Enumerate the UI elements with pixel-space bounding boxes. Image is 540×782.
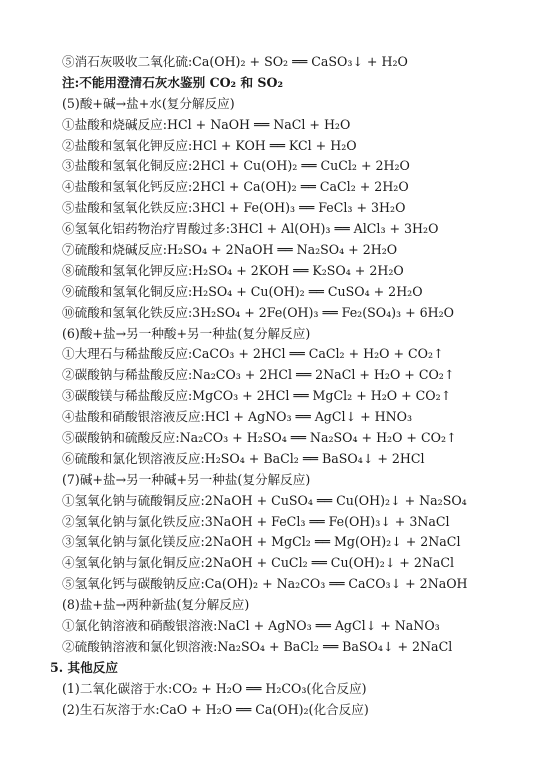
equation-line: ③盐酸和氢氧化铜反应:2HCl + Cu(OH)₂ ══ CuCl₂ + 2H₂O [62,158,410,174]
equation-line: ②碳酸钠与稀盐酸反应:Na₂CO₃ + 2HCl ══ 2NaCl + H₂O + CO₂↑ [62,367,455,383]
equation-line: ①氯化钠溶液和硝酸银溶液:NaCl + AgNO₃ ══ AgCl↓ + NaNO₃ [62,618,440,634]
section-heading: 5. 其他反应 [50,659,118,675]
equation-line: ⑨硫酸和氢氧化铜反应:H₂SO₄ + Cu(OH)₂ ══ CuSO₄ + 2H₂O [62,283,423,299]
equation-line: ⑩硫酸和氢氧化铁反应:3H₂SO₄ + 2Fe(OH)₃ ══ Fe₂(SO₄)₃ + 6H₂O [62,304,455,320]
equation-line: ⑥氢氧化铝药物治疗胃酸过多:3HCl + Al(OH)₃ ══ AlCl₃ + 3H₂O [62,221,439,237]
equation-line: ①盐酸和烧碱反应:HCl + NaOH ══ NaCl + H₂O [62,116,351,132]
equation-line: ④盐酸和氢氧化钙反应:2HCl + Ca(OH)₂ ══ CaCl₂ + 2H₂O [62,179,409,195]
subsection-heading: (7)碱+盐→另一种碱+另一种盐(复分解反应) [62,471,311,487]
subsection-heading: (1)二氧化碳溶于水:CO₂ + H₂O ══ H₂CO₃(化合反应) [62,680,367,696]
equation-line: ③碳酸镁与稀盐酸反应:MgCO₃ + 2HCl ══ MgCl₂ + H₂O + CO₂↑ [62,388,452,404]
equation-line: ⑦硫酸和烧碱反应:H₂SO₄ + 2NaOH ══ Na₂SO₄ + 2H₂O [62,242,398,258]
reaction-list [0,52,540,721]
equation-line: ⑤氢氧化钙与碳酸钠反应:Ca(OH)₂ + Na₂CO₃ ══ CaCO₃↓ + 2NaOH [62,576,468,592]
equation-line: ②盐酸和氢氧化钾反应:HCl + KOH ══ KCl + H₂O [62,137,357,153]
equation-line: ①大理石与稀盐酸反应:CaCO₃ + 2HCl ══ CaCl₂ + H₂O + CO₂↑ [62,346,444,362]
subsection-heading: (5)酸+碱→盐+水(复分解反应) [62,95,235,111]
equation-line: ②硫酸钠溶液和氯化钡溶液:Na₂SO₄ + BaCl₂ ══ BaSO₄↓ + 2NaCl [62,638,453,654]
equation-line: ⑧硫酸和氢氧化钾反应:H₂SO₄ + 2KOH ══ K₂SO₄ + 2H₂O [62,262,404,278]
subsection-heading: (6)酸+盐→另一种酸+另一种盐(复分解反应) [62,325,311,341]
equation-line: ②氢氧化钠与氯化铁反应:3NaOH + FeCl₃ ══ Fe(OH)₃↓ + 3NaCl [62,513,450,529]
equation-line: ⑥硫酸和氯化钡溶液反应:H₂SO₄ + BaCl₂ ══ BaSO₄↓ + 2HCl [62,450,425,466]
equation-line: ④氢氧化钠与氯化铜反应:2NaOH + CuCl₂ ══ Cu(OH)₂↓ + 2NaCl [62,555,455,571]
equation-line: ⑤消石灰吸收二氧化硫:Ca(OH)₂ + SO₂ ══ CaSO₃↓ + H₂O [62,54,408,69]
equation-line: ⑤碳酸钠和硫酸反应:Na₂CO₃ + H₂SO₄ ══ Na₂SO₄ + H₂O + CO₂↑ [62,430,457,446]
equation-line: ③氢氧化钠与氯化镁反应:2NaOH + MgCl₂ ══ Mg(OH)₂↓ + 2NaCl [62,534,461,550]
equation-line: ⑤盐酸和氢氧化铁反应:3HCl + Fe(OH)₃ ══ FeCl₃ + 3H₂O [62,200,406,216]
subsection-heading: (8)盐+盐→两种新盐(复分解反应) [62,597,250,613]
equation-line: ④盐酸和硝酸银溶液反应:HCl + AgNO₃ ══ AgCl↓ + HNO₃ [62,409,413,425]
subsection-heading: (2)生石灰溶于水:CaO + H₂O ══ Ca(OH)₂(化合反应) [62,701,369,717]
note-line: 注:不能用澄清石灰水鉴别 CO₂ 和 SO₂ [62,74,284,90]
equation-line: ①氢氧化钠与硫酸铜反应:2NaOH + CuSO₄ ══ Cu(OH)₂↓ + Na₂SO₄ [62,492,467,508]
